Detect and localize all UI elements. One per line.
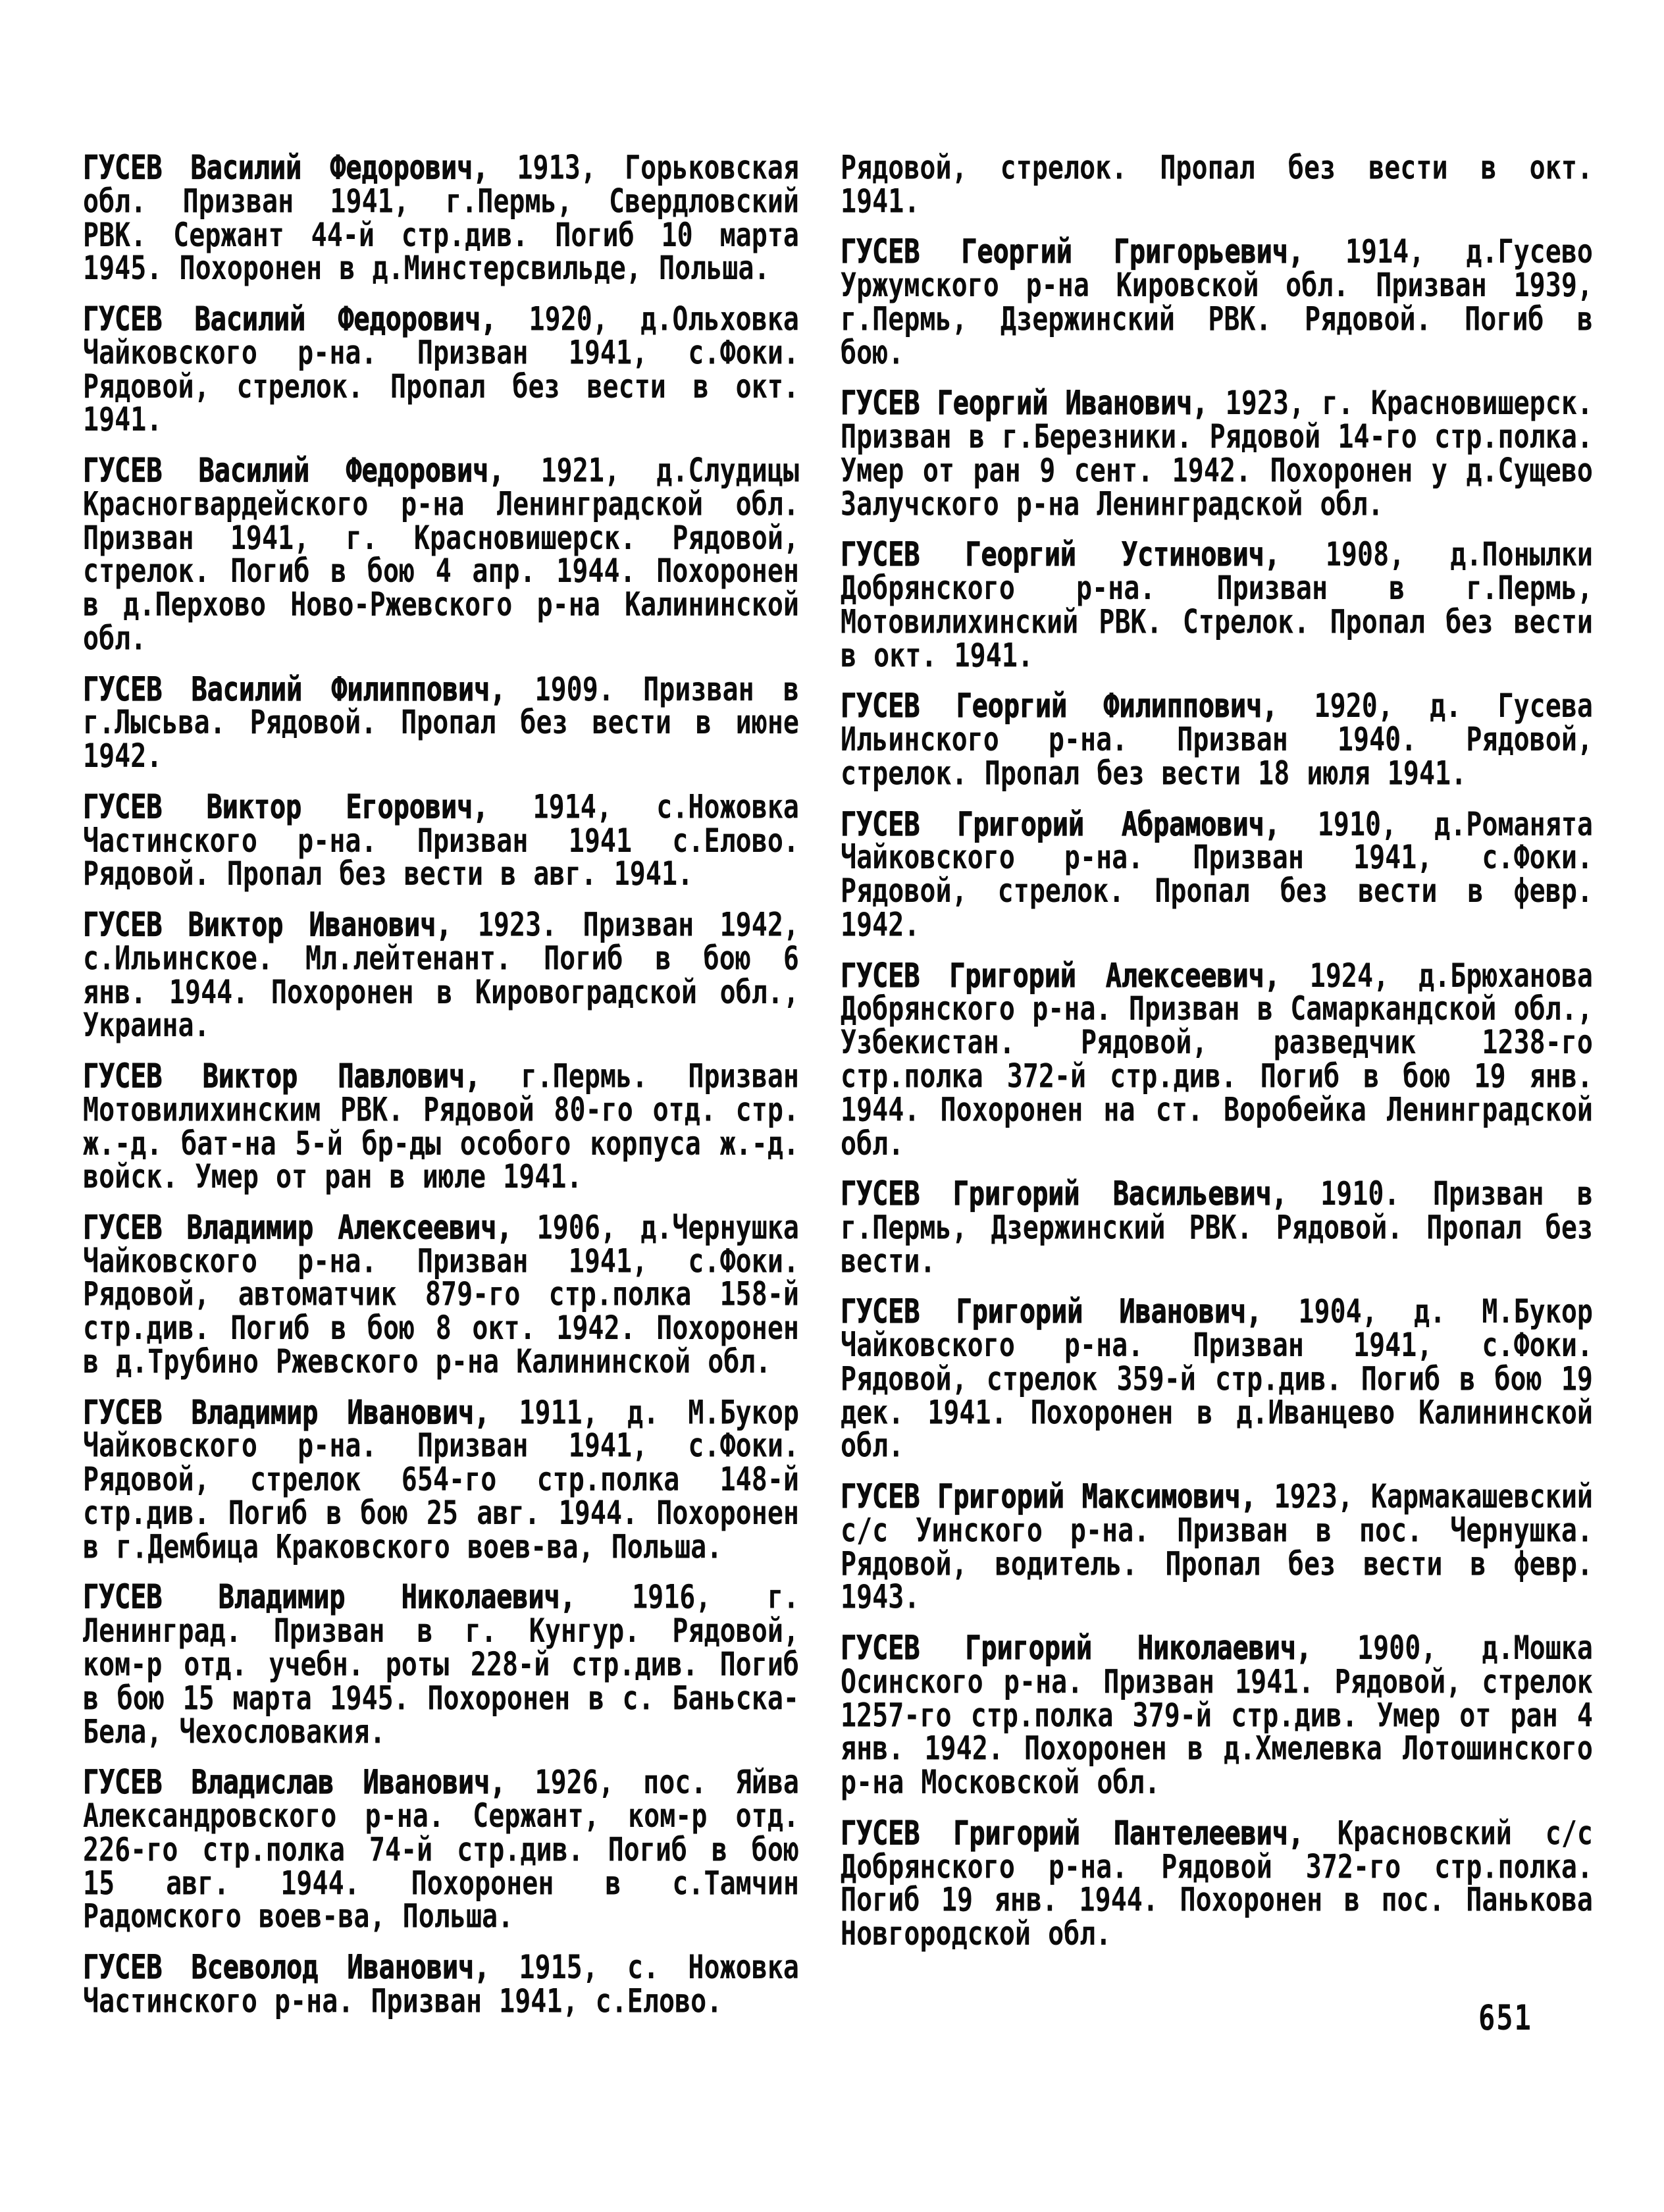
entry-person-name: ГУСЕВ Григорий Николаевич, <box>841 1629 1357 1668</box>
memorial-entry <box>83 1581 799 1749</box>
entry-person-name: ГУСЕВ Георгий Устинович, <box>841 536 1326 574</box>
memorial-entry <box>841 151 1593 219</box>
column-right <box>841 151 1593 1968</box>
entry-details: 1906, д.Чернушка Чайковского р-на. Призван 1941, с.Фоки. Рядовой, автоматчик 879-го стр.полка 158-й стр.див. Погиб в бою 8 окт. 1942. Похоронен в д.Трубино Ржевского р-на Калининской обл. <box>83 1209 800 1381</box>
entry-person-name: ГУСЕВ Василий Федорович, <box>83 149 517 187</box>
entry-details: 1923, Кармакашевский с/с Уинского р-на. Призван в пос. Чернушка. Рядовой, водитель. Пропал без вести в февр. 1943. <box>841 1478 1594 1617</box>
entry-person-name: ГУСЕВ Василий Филиппович, <box>83 670 535 708</box>
entry-person-name: ГУСЕВ Владимир Иванович, <box>83 1394 519 1432</box>
memorial-entry <box>841 1478 1594 1617</box>
entry-person-name: ГУСЕВ Василий Федорович, <box>83 452 541 490</box>
memorial-entry <box>841 233 1593 372</box>
memorial-entry <box>841 1175 1594 1280</box>
entry-person-name: ГУСЕВ Георгий Иванович, <box>841 384 1226 423</box>
entry-person-name: ГУСЕВ Григорий Иванович, <box>841 1293 1299 1331</box>
entry-person-name: ГУСЕВ Георгий Григорьевич, <box>841 233 1345 271</box>
entry-details: 1900, д.Мошка Осинского р-на. Призван 1941. Рядовой, стрелок 1257-го стр.полка 379-й стр.див. Умер от ран 4 янв. 1942. Похоронен в д.Хмелевка Лотошинского р-на Московской обл. <box>841 1629 1593 1802</box>
entry-person-name: ГУСЕВ Василий Федорович, <box>83 300 529 338</box>
entry-person-name: ГУСЕВ Григорий Максимович, <box>841 1478 1274 1516</box>
entry-person-name: ГУСЕВ Георгий Филиппович, <box>841 687 1314 725</box>
memorial-entry <box>841 536 1593 675</box>
entry-details: 1910. Призван в г.Пермь, Дзержинский РВК. Рядовой. Пропал без вести. <box>841 1175 1594 1280</box>
entry-person-name: ГУСЕВ Владимир Алексеевич, <box>83 1209 537 1247</box>
memorial-entry <box>841 384 1593 523</box>
entry-person-name: ГУСЕВ Григорий Васильевич, <box>841 1175 1321 1213</box>
memorial-entry <box>841 1293 1593 1465</box>
memorial-entry <box>841 1629 1593 1802</box>
memorial-entry <box>841 1814 1594 1953</box>
memorial-entry <box>841 959 1593 1161</box>
memorial-entry <box>83 151 799 286</box>
entry-details: 1923, г. Красновишерск. Призван в г.Березники. Рядовой 14-го стр.полка. Умер от ран 9 сент. 1942. Похоронен у д.Сущево Залучского р-на Ленинградской обл. <box>841 384 1593 523</box>
memorial-entry <box>83 454 799 656</box>
memorial-entry <box>83 1766 799 1934</box>
page-number: 651 <box>1478 1997 1532 2038</box>
memorial-entry <box>83 1211 799 1379</box>
memorial-entry <box>83 300 799 439</box>
entry-details: 1926, пос. Яйва Александровского р-на. Сержант, ком-р отд. 226-го стр.полка 74-й стр.див. Погиб в бою 15 авг. 1944. Похоронен в с.Тамчин Радомского воев-ва, Польша. <box>83 1764 799 1936</box>
entry-person-name: ГУСЕВ Григорий Пантелеевич, <box>841 1814 1338 1853</box>
entry-details: 1920, д. Гусева Ильинского р-на. Призван 1940. Рядовой, стрелок. Пропал без вести 18 июля 1941. <box>841 687 1593 793</box>
entry-person-name: ГУСЕВ Владислав Иванович, <box>83 1764 535 1802</box>
entry-details: 1908, д.Понылки Добрянского р-на. Призван в г.Пермь, Мотовилихинский РВК. Стрелок. Пропал без вести в окт. 1941. <box>841 536 1593 675</box>
entry-person-name: ГУСЕВ Григорий Абрамович, <box>841 805 1318 843</box>
entry-details: 1923. Призван 1942, с.Ильинское. Мл.лейтенант. Погиб в бою 6 янв. 1944. Похоронен в Кировоградской обл., Украина. <box>83 906 800 1045</box>
entry-person-name: ГУСЕВ Виктор Иванович, <box>83 906 478 944</box>
memorial-entry <box>83 670 799 776</box>
entry-details: 1911, д. М.Букор Чайковского р-на. Призван 1941, с.Фоки. Рядовой, стрелок 654-го стр.полка 148-й стр.див. Погиб в бою 25 авг. 1944. Похоронен в г.Дембица Краковского воев-ва, Польша. <box>83 1394 799 1566</box>
memorial-entry <box>841 687 1593 793</box>
entry-details: 1910, д.Романята Чайковского р-на. Призван 1941, с.Фоки. Рядовой, стрелок. Пропал без вести в февр. 1942. <box>841 805 1593 944</box>
entry-details: 1904, д. М.Букор Чайковского р-на. Призван 1941, с.Фоки. Рядовой, стрелок 359-й стр.див. Погиб в бою 19 дек. 1941. Похоронен в д.Иванцево Калининской обл. <box>841 1293 1593 1465</box>
entry-details: г.Пермь. Призван Мотовилихинским РВК. Рядовой 80-го отд. стр. ж.-д. бат-на 5-й бр-ды особого корпуса ж.-д. войск. Умер от ран в июле 1941. <box>83 1057 799 1196</box>
entry-details: 1921, д.Слудицы Красногвардейского р-на Ленинградской обл. Призван 1941, г. Красновишерск. Рядовой, стрелок. Погиб в бою 4 апр. 1944. Похоронен в д.Перхово Ново-Ржевского р-на Калининской обл. <box>83 452 799 658</box>
column-left <box>83 151 799 2036</box>
entry-details: 1913, Горьковская обл. Призван 1941, г.Пермь, Свердловский РВК. Сержант 44-й стр.див. Погиб 10 марта 1945. Похоронен в д.Минстерсвильде, Польша. <box>83 149 799 288</box>
memorial-entry <box>83 908 799 1043</box>
entry-person-name: ГУСЕВ Виктор Егорович, <box>83 788 533 826</box>
entry-person-name: ГУСЕВ Григорий Алексеевич, <box>841 957 1310 995</box>
entry-person-name: ГУСЕВ Владимир Николаевич, <box>83 1579 633 1617</box>
memorial-entry <box>83 1951 799 2018</box>
memorial-entry <box>841 805 1593 944</box>
entry-details: 1924, д.Брюханова Добрянского р-на. Призван в Самаркандской обл., Узбекистан. Рядовой, разведчик 1238-го стр.полка 372-й стр.див. Погиб в бою 19 янв. 1944. Похоронен на ст. Воробейка Ленинградской обл. <box>841 957 1593 1163</box>
entry-details: 1914, с.Ножовка Частинского р-на. Призван 1941 с.Елово. Рядовой. Пропал без вести в авг. 1941. <box>83 788 799 893</box>
entry-details: Красновский с/с Добрянского р-на. Рядовой 372-го стр.полка. Погиб 19 янв. 1944. Похоронен в пос. Панькова Новгородской обл. <box>841 1814 1594 1953</box>
entry-details: 1916, г. Ленинград. Призван в г. Кунгур. Рядовой, ком-р отд. учебн. роты 228-й стр.див. Погиб в бою 15 марта 1945. Похоронен в с. Баньска-Бела, Чехословакия. <box>83 1579 799 1751</box>
entry-person-name: ГУСЕВ Всеволод Иванович, <box>83 1949 519 1987</box>
entry-details: Рядовой, стрелок. Пропал без вести в окт. 1941. <box>841 149 1593 221</box>
memorial-entry <box>83 1057 799 1196</box>
entry-details: 1915, с. Ножовка Частинского р-на. Призван 1941, с.Елово. <box>83 1949 799 2020</box>
entry-details: 1909. Призван в г.Лысьва. Рядовой. Пропал без вести в июне 1942. <box>83 670 799 776</box>
entry-person-name: ГУСЕВ Виктор Павлович, <box>83 1057 521 1095</box>
entry-details: 1920, д.Ольховка Чайковского р-на. Призван 1941, с.Фоки. Рядовой, стрелок. Пропал без вести в окт. 1941. <box>83 300 799 439</box>
memorial-entry <box>83 1396 799 1564</box>
entry-details: 1914, д.Гусево Уржумского р-на Кировской обл. Призван 1939, г.Пермь, Дзержинский РВК. Рядовой. Погиб в бою. <box>841 233 1593 372</box>
memorial-entry <box>83 788 799 893</box>
